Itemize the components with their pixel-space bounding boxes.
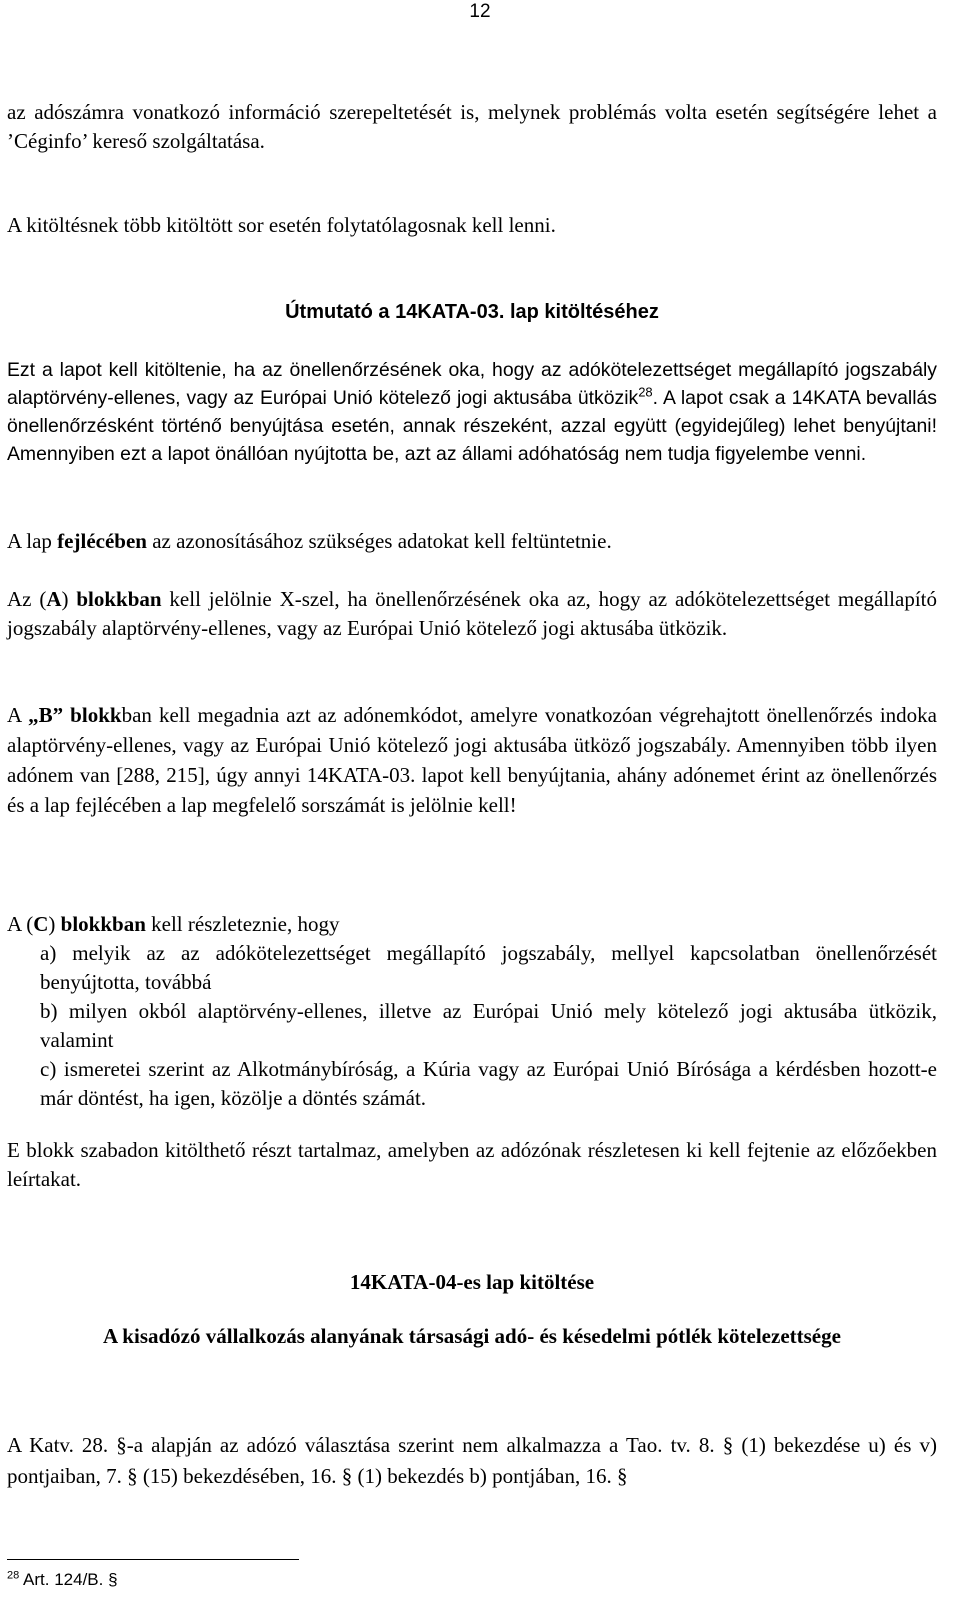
paragraph-text: az adószámra vonatkozó információ szerepeltetését is, melynek problémás volta esetén segítségére lehet a ’Céginfo’ kereső szolgáltatása. [7, 100, 937, 153]
paragraph-3 [7, 356, 937, 468]
paragraph-text: Ezt a lapot kell kitöltenie, ha az önellenőrzésének oka, hogy az adókötelezettséget megállapító jogszabály alaptörvény-ellenes, vagy az Európai Unió kötelező jogi aktusába ütközik$^{28}$. A lapot csak a 14KATA bevallás önellenőrzésként történő benyújtása esetén, annak részeként, azzal együtt (egyidejűleg) lehet benyújtani! Amennyiben ezt a lapot önállóan nyújtotta be, azt az állami adóhatóság nem tudja figyelembe venni. [7, 359, 937, 465]
paragraph-2 [7, 211, 937, 240]
heading-text: Útmutató a 14KATA-03. lap kitöltéséhez [285, 301, 659, 323]
paragraph-text: E blokk szabadon kitölthető részt tartalmaz, amelyben az adózónak részletesen ki kell fejtenie az előzőekben leírtakat. [7, 1138, 937, 1191]
footnote-number: 28 [7, 1569, 20, 1582]
heading-14kata-04 [7, 1268, 937, 1296]
heading-kisadozo [7, 1322, 937, 1350]
paragraph-7 [7, 910, 937, 1113]
paragraph-text: A kitöltésnek több kitöltött sor esetén folytatólagosnak kell lenni. [7, 213, 556, 237]
heading-14kata-03 [7, 298, 937, 326]
heading-text: A kisadózó vállalkozás alanyának társasági adó- és késedelmi pótlék kötelezettsége [103, 1324, 841, 1348]
paragraph-6 [7, 700, 937, 820]
list-item: c) ismeretei szerint az Alkotmánybíróság, a Kúria vagy az Európai Unió Bírósága a kérdésben hozott-e már döntést, ha igen, közölje a döntés számát. [40, 1057, 937, 1110]
footnote [7, 1569, 118, 1591]
paragraph-4 [7, 527, 937, 556]
paragraph-1 [7, 98, 937, 156]
paragraph-text: Az (A) blokkban kell jelölnie X-szel, ha önellenőrzésének oka az, hogy az adókötelezettséget megállapító jogszabály alaptörvény-ellenes, vagy az Európai Unió kötelező jogi aktusába ütközik. [7, 587, 938, 640]
footnote-separator [7, 1559, 299, 1560]
heading-text: 14KATA-04-es lap kitöltése [349, 1270, 595, 1294]
list-item: b) milyen okból alaptörvény-ellenes, illetve az Európai Unió mely kötelező jogi aktusába ütközik, valamint [40, 999, 937, 1052]
paragraph-text: A Katv. 28. §-a alapján az adózó választása szerint nem alkalmazza a Tao. tv. 8. § (1) bekezdése u) és v) pontjaiban, 7. § (15) bekezdésében, 16. § (1) bekezdés b) pontjában, 16. § [7, 1433, 937, 1488]
list-item: a) melyik az az adókötelezettséget megállapító jogszabály, mellyel kapcsolatban önellenőrzését benyújtotta, továbbá [40, 941, 937, 994]
footnote-ref[interactable]: 28 [638, 384, 653, 400]
paragraph-9 [7, 1430, 937, 1492]
paragraph-8 [7, 1136, 937, 1194]
paragraph-5 [7, 585, 937, 643]
page-number: 12 [469, 1, 491, 22]
paragraph-text: A lap fejlécében az azonosításához szükséges adatokat kell feltüntetnie. [7, 529, 612, 553]
paragraph-text: A (C) blokkban kell részleteznie, hogy [7, 912, 340, 936]
paragraph-text: A „B” blokkban kell megadnia azt az adónemkódot, amelyre vonatkozóan végrehajtott önellenőrzés indoka alaptörvény-ellenes, vagy az Európai Unió kötelező jogi aktusába ütköző jogszabály. Amennyiben több ilyen adónem van [288, 215], úgy annyi 14KATA-03. lapot kell benyújtania, ahány adónemet érint az önellenőrzés és a lap fejlécében a lap megfelelő sorszámát is jelölnie kell! [7, 703, 937, 817]
footnote-text: Art. 124/B. § [19, 1570, 118, 1589]
requirements-list [7, 939, 937, 1113]
